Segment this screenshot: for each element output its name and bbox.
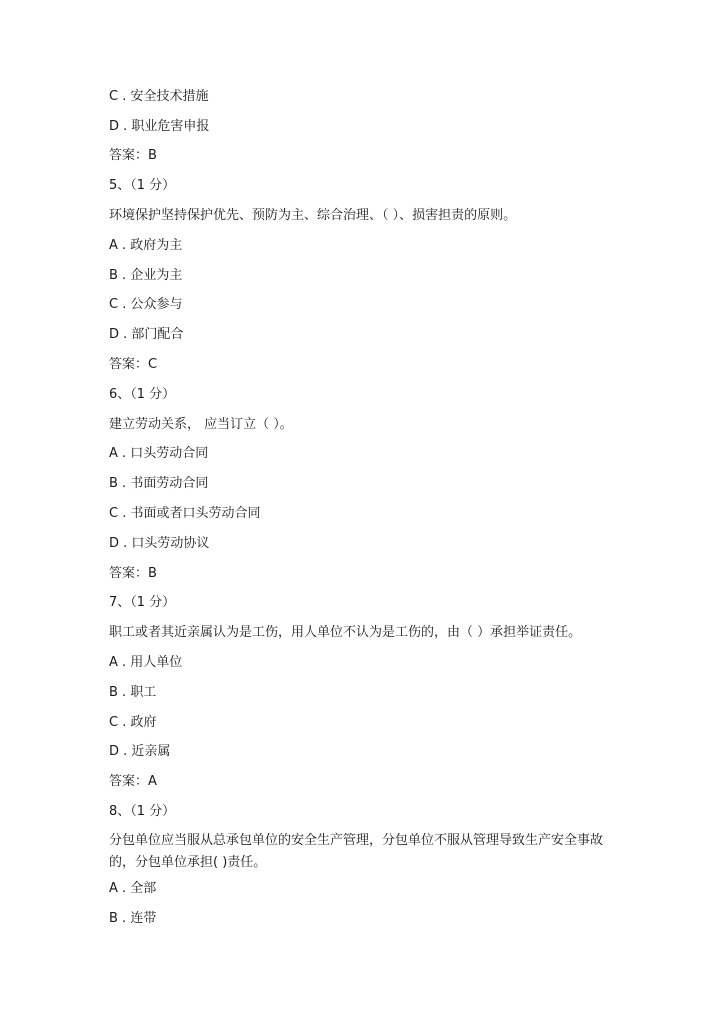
- option-a-q8: A . 全部: [109, 881, 157, 896]
- answer-q4: 答案：B: [109, 148, 157, 163]
- question-5-text: 环境保护坚持保护优先、预防为主、综合治理、（ ）、损害担责的原则。: [109, 208, 517, 223]
- answer-q6: 答案：B: [109, 566, 157, 581]
- option-a-q5: A . 政府为主: [109, 238, 183, 253]
- option-b-q7: B . 职工: [109, 685, 157, 700]
- answer-q7: 答案：A: [109, 774, 157, 789]
- question-7-number: 7、（1 分）: [109, 595, 176, 610]
- answer-q5: 答案：C: [109, 357, 158, 372]
- option-b-q5: B . 企业为主: [109, 268, 183, 283]
- question-6-text: 建立劳动关系， 应当订立（ ）。: [109, 417, 293, 432]
- option-b-q6: B . 书面劳动合同: [109, 476, 209, 491]
- option-a-q7: A . 用人单位: [109, 655, 183, 670]
- option-c-q6: C . 书面或者口头劳动合同: [109, 506, 261, 521]
- question-6-number: 6、（1 分）: [109, 387, 176, 402]
- option-d-q5: D . 部门配合: [109, 327, 184, 342]
- option-d-q7: D . 近亲属: [109, 744, 171, 759]
- question-8-text: 分包单位应当服从总承包单位的安全生产管理，分包单位不服从管理导致生产安全事故的，分包单位承担( )责任。: [109, 833, 604, 870]
- option-d-q6: D . 口头劳动协议: [109, 536, 210, 551]
- option-c-q5: C . 公众参与: [109, 297, 183, 312]
- option-a-q6: A . 口头劳动合同: [109, 446, 209, 461]
- question-7-text: 职工或者其近亲属认为是工伤，用人单位不认为是工伤的，由（ ）承担举证责任。: [109, 625, 582, 640]
- question-8-number: 8、（1 分）: [109, 804, 176, 819]
- option-c-q4: C . 安全技术措施: [109, 89, 209, 104]
- question-5-number: 5、（1 分）: [109, 178, 176, 193]
- option-d-q4: D . 职业危害申报: [109, 119, 210, 134]
- option-b-q8: B . 连带: [109, 911, 157, 926]
- option-c-q7: C . 政府: [109, 715, 157, 730]
